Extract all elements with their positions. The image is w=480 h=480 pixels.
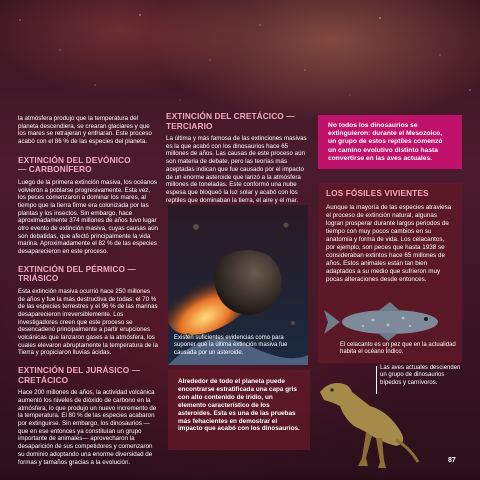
fossils-text: Aunque la mayoría de las especies atraviesa el proceso de extinción natural, algunas logran prosperar durante largos periodos de tiempo con muy pocos cambios en su anatomía y forma de vida. Los celacantos, por ejemplo, son peces que hasta 1938 se consideraban extintos hace 65 millones de años. Estos animales están tan bien adaptados a su medio que sufrieron muy pocas alteraciones desde entonces. [326, 203, 452, 283]
left-column [18, 115, 158, 466]
page-number: 87 [448, 457, 456, 464]
iridium-box [168, 370, 310, 450]
devonian-text: Luego de la primera extinción masiva, los océanos volvieron a poblarse progresivamente. Esta vez, los peces comenzaron a dominar los mares, al tiempo que la tierra firme era colonizada por las plantas y los insectos. Sin embargo, hace aproximadamente 374 millones de años tuvo lugar otro evento de extinción masiva, cuyas causas aún son debatidas, que afectó principalmente la vida marina. Aproximadamente el 82 % de las especies desaparecieron en este proceso. [18, 178, 158, 256]
coelacanth-caption: El celacanto es un pez que en la actualidad habita el océano Índico. [340, 342, 456, 356]
asteroid-caption: Existen suficientes evidencias como para suponer que la última extinción masiva fue causada por un asteroide. [174, 335, 288, 356]
middle-column [166, 112, 308, 204]
intro-text: la atmósfera produjo que la temperatura del planeta descendiera, se crearan glaciares y que los mares se retrajeran y enfriaran. Este proceso acabó con el 86 % de las especies del planeta. [18, 115, 152, 146]
birds-caption: Las aves actuales descienden un grupo de dinosaurios bípedos y carnívoros. [380, 365, 461, 386]
coelacanth-illustration [318, 302, 462, 342]
jurassic-heading: EXTINCIÓN DEL JURÁSICO — CRETÁCICO [18, 365, 141, 385]
jurassic-text: Hace 200 millones de años, la actividad volcánica aumentó los niveles de dióxido de carbono en la atmósfera, lo que produjo un nuevo incremento de la temperatura. El 80 % de las especies acabaron por extinguirse. Sin embargo, los dinosaurios —que en ese entonces ya constituían un grupo importante de animales— aprovecharon la desaparición de sus competidores y comenzaron su dominio adoptando una enorme diversidad de formas y tamaños gracias a la evolución. [18, 389, 157, 466]
permian-text: Esta extinción masiva ocurrió hace 250 millones de años y fue la más destructiva de todas: el 70 % de las especies terrestres y el 96 % de las marinas desaparecieron irreversiblemente. Los investigadores creen que este proceso se desencadenó principalmente a partir erupciones volcánicas que lanzaron gases a la atmósfera, los cuales elevaron abruptamente la temperatura de la Tierra y propiciaron lluvias ácidas. [18, 287, 158, 357]
cretaceous-text: La última y más famosa de las extinciones masivas es la que acabó con los dinosaurios hace 65 millones de años. Las causas de este proceso aún son materia de debate, pero las teorías más aceptadas indican que fue causado por el impacto de un enorme asteroide que lanzó a la atmósfera millones de toneladas. Este conformó una nube espesa que bloqueó la luz solar y acabó con los reptiles que dominaban la tierra, el aire y el mar. [166, 135, 307, 204]
cretaceous-heading: EXTINCIÓN DEL CRETÁCICO — TERCIARIO [166, 111, 295, 131]
devonian-heading: EXTINCIÓN DEL DEVÓNICO — CARBONÍFERO [18, 154, 131, 175]
mesozoic-box [318, 115, 462, 169]
fossils-heading: LOS FÓSILES VIVIENTES [326, 188, 429, 198]
mesozoic-text: No todos los dinosaurios se extinguieron: durante el Mesozoico, un grupo de estos reptiles comenzó un camino evolutivo distinto hasta convertirse en las aves actuales. [328, 122, 443, 162]
iridium-text: Alrededor de todo el planeta puede encontrarse estratificada una capa gris con alto contenido de iridio, un elemento característico de los asteroides. Esta es una de las pruebas más fehacientes en demostrar el impacto que acabó con los dinosaurios. [178, 378, 300, 433]
permian-heading: EXTINCIÓN DEL PÉRMICO — TRIÁSICO [18, 263, 136, 284]
birds-caption-marker [376, 366, 377, 394]
